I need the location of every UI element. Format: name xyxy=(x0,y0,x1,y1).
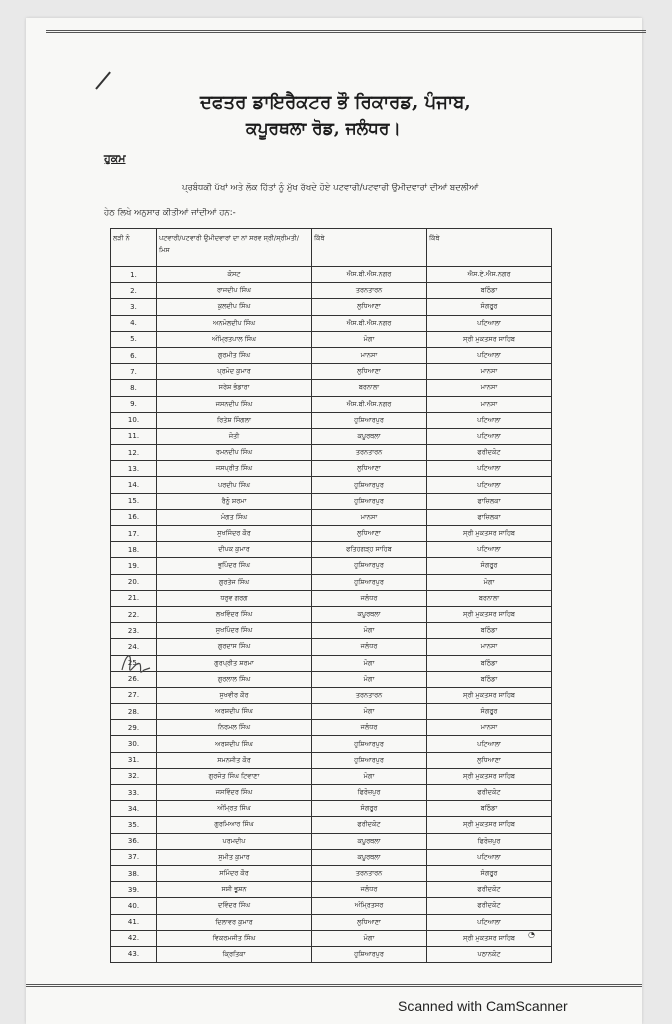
cell-serial: 32. xyxy=(111,768,157,784)
table-row xyxy=(111,331,552,347)
cell-to: ਮਾਨਸਾ xyxy=(427,396,552,412)
cell-to: ਬਠਿੰਡਾ xyxy=(427,655,552,671)
cell-serial: 30. xyxy=(111,736,157,752)
cell-serial: 39. xyxy=(111,882,157,898)
table-row xyxy=(111,412,552,428)
cell-name: ਅੰਮ੍ਰਿਤਪਾਲ ਸਿੰਘ xyxy=(157,331,312,347)
cell-to: ਐਸ.ਏ.ਐਸ.ਨਗਰ xyxy=(427,267,552,283)
cell-name: ਗੁਰਤੇਜ ਸਿੰਘ xyxy=(157,574,312,590)
cell-serial: 18. xyxy=(111,542,157,558)
cell-name: ਸਮਿੰਦਰ ਕੌਰ xyxy=(157,865,312,881)
table-row xyxy=(111,347,552,363)
cell-name: ਗੁਰਮਿਆਰ ਸਿੰਘ xyxy=(157,817,312,833)
cell-name: ਕੁਲਦੀਪ ਸਿੰਘ xyxy=(157,299,312,315)
cell-to: ਪਟਿਆਲਾ xyxy=(427,849,552,865)
cell-from: ਹੁਸ਼ਿਆਰਪੁਰ xyxy=(312,752,427,768)
cell-serial: 34. xyxy=(111,801,157,817)
cell-from: ਹੁਸ਼ਿਆਰਪੁਰ xyxy=(312,493,427,509)
table-row xyxy=(111,914,552,930)
cell-from: ਲੁਧਿਆਣਾ xyxy=(312,526,427,542)
cell-serial: 19. xyxy=(111,558,157,574)
cell-to: ਮਾਨਸਾ xyxy=(427,720,552,736)
cell-to: ਬਰਨਾਲਾ xyxy=(427,590,552,606)
table-row xyxy=(111,542,552,558)
cell-from: ਮੋਗਾ xyxy=(312,655,427,671)
cell-to: ਬਠਿੰਡਾ xyxy=(427,801,552,817)
cell-name: ਭੁਪਿੰਦਰ ਸਿੰਘ xyxy=(157,558,312,574)
cell-serial: 11. xyxy=(111,428,157,444)
cell-to: ਲੁਧਿਆਣਾ xyxy=(427,752,552,768)
cell-serial: 35. xyxy=(111,817,157,833)
cell-serial: 1. xyxy=(111,267,157,283)
table-row xyxy=(111,445,552,461)
cell-serial: 27. xyxy=(111,687,157,703)
cell-from: ਕਪੂਰਥਲਾ xyxy=(312,606,427,622)
cell-to: ਸੰਗਰੂਰ xyxy=(427,865,552,881)
table-row xyxy=(111,946,552,962)
cell-from: ਐਸ.ਬੀ.ਐਸ.ਨਗਰ xyxy=(312,267,427,283)
cell-serial: 6. xyxy=(111,347,157,363)
pen-mark xyxy=(95,72,111,90)
cell-serial: 2. xyxy=(111,283,157,299)
cell-from: ਹੁਸ਼ਿਆਰਪੁਰ xyxy=(312,736,427,752)
cell-name: ਵਿਕਰਮਜੀਤ ਸਿੰਘ xyxy=(157,930,312,946)
cell-to: ਪਟਿਆਲਾ xyxy=(427,412,552,428)
cell-to: ਮਾਨਸਾ xyxy=(427,364,552,380)
cell-from: ਮਾਨਸਾ xyxy=(312,509,427,525)
table-row xyxy=(111,865,552,881)
cell-name: ਪਰਦੀਪ ਸਿੰਘ xyxy=(157,477,312,493)
table-row xyxy=(111,623,552,639)
cell-to: ਪਟਿਆਲਾ xyxy=(427,736,552,752)
cell-to: ਪਟਿਆਲਾ xyxy=(427,315,552,331)
cell-serial: 42. xyxy=(111,930,157,946)
cell-name: ਸਸ਼ੀ ਭੂਸ਼ਨ xyxy=(157,882,312,898)
table-row xyxy=(111,299,552,315)
cell-serial: 23. xyxy=(111,623,157,639)
cell-to: ਮਾਨਸਾ xyxy=(427,639,552,655)
cell-to: ਪਟਿਆਲਾ xyxy=(427,461,552,477)
cell-from: ਹੁਸ਼ਿਆਰਪੁਰ xyxy=(312,558,427,574)
table-row xyxy=(111,558,552,574)
cell-serial: 14. xyxy=(111,477,157,493)
cell-from: ਮੋਗਾ xyxy=(312,768,427,784)
cell-name: ਧਰੁਵ ਗਰਗ xyxy=(157,590,312,606)
header-name: ਪਟਵਾਰੀ/ਪਟਵਾਰੀ ਉਮੀਦਵਾਰਾਂ ਦਾ ਨਾਂ ਸਰਵ ਸ੍ਰੀ/ਸ੍ਰੀਮਤੀ/ਮਿਸ xyxy=(157,229,312,267)
table-header-row xyxy=(111,229,552,267)
office-title-line2: ਕਪੂਰਥਲਾ ਰੋਡ, ਜਲੰਧਰ। xyxy=(246,119,401,139)
cell-name: ਗੁਰਦਾਸ ਸਿੰਘ xyxy=(157,639,312,655)
cell-name: ਜਸਵਿੰਦਰ ਸਿੰਘ xyxy=(157,785,312,801)
cell-to: ਪਟਿਆਲਾ xyxy=(427,914,552,930)
cell-to: ਸੰਗਰੂਰ xyxy=(427,558,552,574)
cell-name: ਸਰੇਸ਼ ਭੰਡਾਰਾ xyxy=(157,380,312,396)
cell-serial: 13. xyxy=(111,461,157,477)
cell-from: ਹੁਸ਼ਿਆਰਪੁਰ xyxy=(312,574,427,590)
cell-from: ਤਰਨਤਾਰਨ xyxy=(312,445,427,461)
cell-serial: 3. xyxy=(111,299,157,315)
cell-to: ਸ੍ਰੀ ਮੁਕਤਸਰ ਸਾਹਿਬ xyxy=(427,687,552,703)
fold-line-bottom xyxy=(26,984,642,987)
cell-from: ਲੁਧਿਆਣਾ xyxy=(312,914,427,930)
cell-name: ਦਵਿੰਦਰ ਸਿੰਘ xyxy=(157,898,312,914)
cell-name: ਗੁਰਮੀਤ ਸਿੰਘ xyxy=(157,347,312,363)
cell-to: ਫਰੀਦਕੋਟ xyxy=(427,898,552,914)
cell-from: ਕਪੂਰਥਲਾ xyxy=(312,833,427,849)
cell-name: ਗੁਰਜੋਤ ਸਿੰਘ ਟਿਵਾਣਾ xyxy=(157,768,312,784)
cell-from: ਤਰਨਤਾਰਨ xyxy=(312,687,427,703)
cell-from: ਸੰਗਰੂਰ xyxy=(312,801,427,817)
table-row xyxy=(111,364,552,380)
table-row xyxy=(111,267,552,283)
stamp-mark: ◔ xyxy=(528,930,535,939)
handwritten-signature xyxy=(118,640,154,690)
cell-name: ਰਮਨਦੀਪ ਸਿੰਘ xyxy=(157,445,312,461)
scanner-footer: Scanned with CamScanner xyxy=(398,998,568,1014)
cell-serial: 33. xyxy=(111,785,157,801)
fold-line-top xyxy=(46,30,646,35)
cell-to: ਸ੍ਰੀ ਮੁਕਤਸਰ ਸਾਹਿਬ xyxy=(427,768,552,784)
cell-to: ਸ੍ਰੀ ਮੁਕਤਸਰ ਸਾਹਿਬ xyxy=(427,331,552,347)
cell-serial: 41. xyxy=(111,914,157,930)
cell-name: ਦੀਪਕ ਕੁਮਾਰ xyxy=(157,542,312,558)
table-row xyxy=(111,801,552,817)
table-row xyxy=(111,283,552,299)
cell-serial: 7. xyxy=(111,364,157,380)
cell-to: ਪਟਿਆਲਾ xyxy=(427,542,552,558)
cell-name: ਕ੍ਰਿਤਿਕਾ xyxy=(157,946,312,962)
cell-name: ਸੁਖਵੀਰ ਕੌਰ xyxy=(157,687,312,703)
cell-to: ਪਟਿਆਲਾ xyxy=(427,428,552,444)
table-row xyxy=(111,752,552,768)
cell-name: ਨਿਰਮਲ ਸਿੰਘ xyxy=(157,720,312,736)
table-row xyxy=(111,704,552,720)
cell-from: ਹੁਸ਼ਿਆਰਪੁਰ xyxy=(312,946,427,962)
cell-to: ਮੋਗਾ xyxy=(427,574,552,590)
table-row xyxy=(111,768,552,784)
order-paragraph-line1: ਪ੍ਰਬੰਧਕੀ ਪੱਖਾਂ ਅਤੇ ਲੋਕ ਹਿੱਤਾਂ ਨੂੰ ਮੁੱਖ ਰੱਖਦੇ ਹੋਏ ਪਟਵਾਰੀ/ਪਟਵਾਰੀ ਉਮੀਦਵਾਰਾਂ ਦੀਆਂ ਬਦਲੀਆਂ xyxy=(182,183,479,193)
cell-name: ਮੰਗਤ ਸਿੰਘ xyxy=(157,509,312,525)
table-row xyxy=(111,833,552,849)
cell-to: ਫਰੀਦਕੋਟ xyxy=(427,882,552,898)
cell-from: ਅੰਮ੍ਰਿਤਸਰ xyxy=(312,898,427,914)
table-row xyxy=(111,526,552,542)
cell-serial: 9. xyxy=(111,396,157,412)
cell-from: ਤਰਨਤਾਰਨ xyxy=(312,865,427,881)
cell-to: ਸੰਗਰੂਰ xyxy=(427,299,552,315)
cell-from: ਬਰਨਾਲਾ xyxy=(312,380,427,396)
cell-to: ਸੰਗਰੂਰ xyxy=(427,704,552,720)
cell-serial: 21. xyxy=(111,590,157,606)
cell-from: ਕਪੂਰਥਲਾ xyxy=(312,849,427,865)
cell-from: ਮੋਗਾ xyxy=(312,623,427,639)
table-row xyxy=(111,639,552,655)
cell-from: ਲੁਧਿਆਣਾ xyxy=(312,461,427,477)
cell-serial: 31. xyxy=(111,752,157,768)
cell-serial: 4. xyxy=(111,315,157,331)
cell-name: ਸੁਖਜਿੰਦਰ ਕੌਰ xyxy=(157,526,312,542)
cell-serial: 29. xyxy=(111,720,157,736)
cell-from: ਮੋਗਾ xyxy=(312,331,427,347)
cell-name: ਪ੍ਰਮੋਦ ਕੁਮਾਰ xyxy=(157,364,312,380)
cell-from: ਫਿਰੋਜ਼ਪੁਰ xyxy=(312,785,427,801)
cell-name: ਰੈਨੂੰ ਸ਼ਰਮਾ xyxy=(157,493,312,509)
cell-from: ਮੋਗਾ xyxy=(312,704,427,720)
table-row xyxy=(111,315,552,331)
cell-name: ਗੁਰਪ੍ਰੀਤ ਸ਼ਰਮਾ xyxy=(157,655,312,671)
header-serial: ਲੜੀ ਨੰ xyxy=(111,229,157,267)
cell-serial: 20. xyxy=(111,574,157,590)
cell-from: ਲੁਧਿਆਣਾ xyxy=(312,364,427,380)
cell-to: ਫਰੀਦਕੋਟ xyxy=(427,785,552,801)
cell-to: ਮਾਨਸਾ xyxy=(427,380,552,396)
table-row xyxy=(111,655,552,671)
cell-name: ਸਮਨਜੀਤ ਕੌਰ xyxy=(157,752,312,768)
cell-to: ਸ੍ਰੀ ਮੁਕਤਸਰ ਸਾਹਿਬ xyxy=(427,606,552,622)
table-row xyxy=(111,461,552,477)
cell-from: ਤਰਨਤਾਰਨ xyxy=(312,283,427,299)
cell-to: ਬਠਿੰਡਾ xyxy=(427,283,552,299)
cell-from: ਜਲੰਧਰ xyxy=(312,590,427,606)
cell-name: ਸੁਮੀਤ ਕੁਮਾਰ xyxy=(157,849,312,865)
cell-from: ਹੁਸ਼ਿਆਰਪੁਰ xyxy=(312,412,427,428)
table-body xyxy=(111,267,552,963)
cell-serial: 22. xyxy=(111,606,157,622)
cell-name: ਅਰਸ਼ਦੀਪ ਸਿੰਘ xyxy=(157,736,312,752)
order-heading: ਹੁਕਮ xyxy=(104,152,126,165)
office-title-line1: ਦਫਤਰ ਡਾਇਰੈਕਟਰ ਭੌ ਰਿਕਾਰਡ, ਪੰਜਾਬ, xyxy=(200,92,471,113)
cell-from: ਕਪੂਰਥਲਾ xyxy=(312,428,427,444)
cell-name: ਅਨਮੋਲਦੀਪ ਸਿੰਘ xyxy=(157,315,312,331)
cell-name: ਜੋਤੀ xyxy=(157,428,312,444)
cell-to: ਬਠਿੰਡਾ xyxy=(427,623,552,639)
cell-name: ਪਰਮਦੀਪ xyxy=(157,833,312,849)
cell-to: ਫਾਜ਼ਿਲਕਾ xyxy=(427,493,552,509)
cell-serial: 43. xyxy=(111,946,157,962)
table-row xyxy=(111,817,552,833)
cell-from: ਫਰੀਦਕੋਟ xyxy=(312,817,427,833)
cell-serial: 36. xyxy=(111,833,157,849)
cell-name: ਅੰਮ੍ਰਿਤ ਸਿੰਘ xyxy=(157,801,312,817)
table-row xyxy=(111,882,552,898)
header-to: ਕਿੱਥੇ xyxy=(427,229,552,267)
cell-to: ਫਰੀਦਕੋਟ xyxy=(427,445,552,461)
cell-serial: 37. xyxy=(111,849,157,865)
cell-serial: 15. xyxy=(111,493,157,509)
table-row xyxy=(111,477,552,493)
cell-from: ਜਲੰਧਰ xyxy=(312,639,427,655)
table-row xyxy=(111,590,552,606)
table-row xyxy=(111,687,552,703)
cell-to: ਸ੍ਰੀ ਮੁਕਤਸਰ ਸਾਹਿਬ xyxy=(427,526,552,542)
cell-from: ਜਲੰਧਰ xyxy=(312,882,427,898)
cell-to: ਬਠਿੰਡਾ xyxy=(427,671,552,687)
cell-from: ਮੋਗਾ xyxy=(312,671,427,687)
table-row xyxy=(111,930,552,946)
cell-from: ਐਸ.ਬੀ.ਐਸ.ਨਗਰ xyxy=(312,315,427,331)
table-row xyxy=(111,493,552,509)
cell-serial: 24. xyxy=(111,639,157,655)
cell-serial: 10. xyxy=(111,412,157,428)
cell-to: ਫਾਜ਼ਿਲਕਾ xyxy=(427,509,552,525)
cell-to: ਸ੍ਰੀ ਮੁਕਤਸਰ ਸਾਹਿਬ xyxy=(427,817,552,833)
cell-from: ਹੁਸ਼ਿਆਰਪੁਰ xyxy=(312,477,427,493)
table-row xyxy=(111,736,552,752)
cell-to: ਪਟਿਆਲਾ xyxy=(427,347,552,363)
cell-serial: 12. xyxy=(111,445,157,461)
cell-to: ਪਠਾਨਕੋਟ xyxy=(427,946,552,962)
table-row xyxy=(111,574,552,590)
table-row xyxy=(111,720,552,736)
table-row xyxy=(111,606,552,622)
cell-from: ਮੋਗਾ xyxy=(312,930,427,946)
cell-name: ਰਿਤੇਸ਼ ਸਿੰਗਲਾ xyxy=(157,412,312,428)
header-from: ਕਿੱਥੇ xyxy=(312,229,427,267)
cell-to: ਸ੍ਰੀ ਮੁਕਤਸਰ ਸਾਹਿਬ xyxy=(427,930,552,946)
cell-from: ਲੁਧਿਆਣਾ xyxy=(312,299,427,315)
order-paragraph-line2: ਹੇਠ ਲਿਖੇ ਅਨੁਸਾਰ ਕੀਤੀਆਂ ਜਾਂਦੀਆਂ ਹਨ:- xyxy=(104,208,236,218)
transfer-table xyxy=(110,228,552,963)
cell-serial: 17. xyxy=(111,526,157,542)
table-row xyxy=(111,785,552,801)
table-row xyxy=(111,898,552,914)
table-row xyxy=(111,428,552,444)
cell-serial: 25. xyxy=(111,655,157,671)
cell-serial: 16. xyxy=(111,509,157,525)
cell-name: ਅਰਸ਼ਦੀਪ ਸਿੰਘ xyxy=(157,704,312,720)
cell-serial: 5. xyxy=(111,331,157,347)
cell-serial: 8. xyxy=(111,380,157,396)
cell-serial: 28. xyxy=(111,704,157,720)
table-row xyxy=(111,396,552,412)
table-row xyxy=(111,671,552,687)
cell-name: ਗੁਰਲਾਲ ਸਿੰਘ xyxy=(157,671,312,687)
cell-from: ਜਲੰਧਰ xyxy=(312,720,427,736)
table-row xyxy=(111,380,552,396)
cell-name: ਦਿਲਾਵਰ ਕੁਮਾਰ xyxy=(157,914,312,930)
cell-name: ਸੁਖਪਿੰਦਰ ਸਿੰਘ xyxy=(157,623,312,639)
table-row xyxy=(111,509,552,525)
table-row xyxy=(111,849,552,865)
cell-from: ਫਤਿਹਗੜ੍ਹ ਸਾਹਿਬ xyxy=(312,542,427,558)
cell-from: ਮਾਨਸਾ xyxy=(312,347,427,363)
cell-name: ਕੋਸਟ xyxy=(157,267,312,283)
cell-name: ਜਸਨਦੀਪ ਸਿੰਘ xyxy=(157,396,312,412)
cell-to: ਪਟਿਆਲਾ xyxy=(427,477,552,493)
cell-serial: 38. xyxy=(111,865,157,881)
cell-to: ਫਿਰੋਜ਼ਪੁਰ xyxy=(427,833,552,849)
cell-serial: 26. xyxy=(111,671,157,687)
cell-name: ਲਖਵਿੰਦਰ ਸਿੰਘ xyxy=(157,606,312,622)
cell-name: ਜਸਪ੍ਰੀਤ ਸਿੰਘ xyxy=(157,461,312,477)
cell-from: ਐਸ.ਬੀ.ਐਸ.ਨਗਰ xyxy=(312,396,427,412)
cell-name: ਰਾਜਦੀਪ ਸਿੰਘ xyxy=(157,283,312,299)
cell-serial: 40. xyxy=(111,898,157,914)
